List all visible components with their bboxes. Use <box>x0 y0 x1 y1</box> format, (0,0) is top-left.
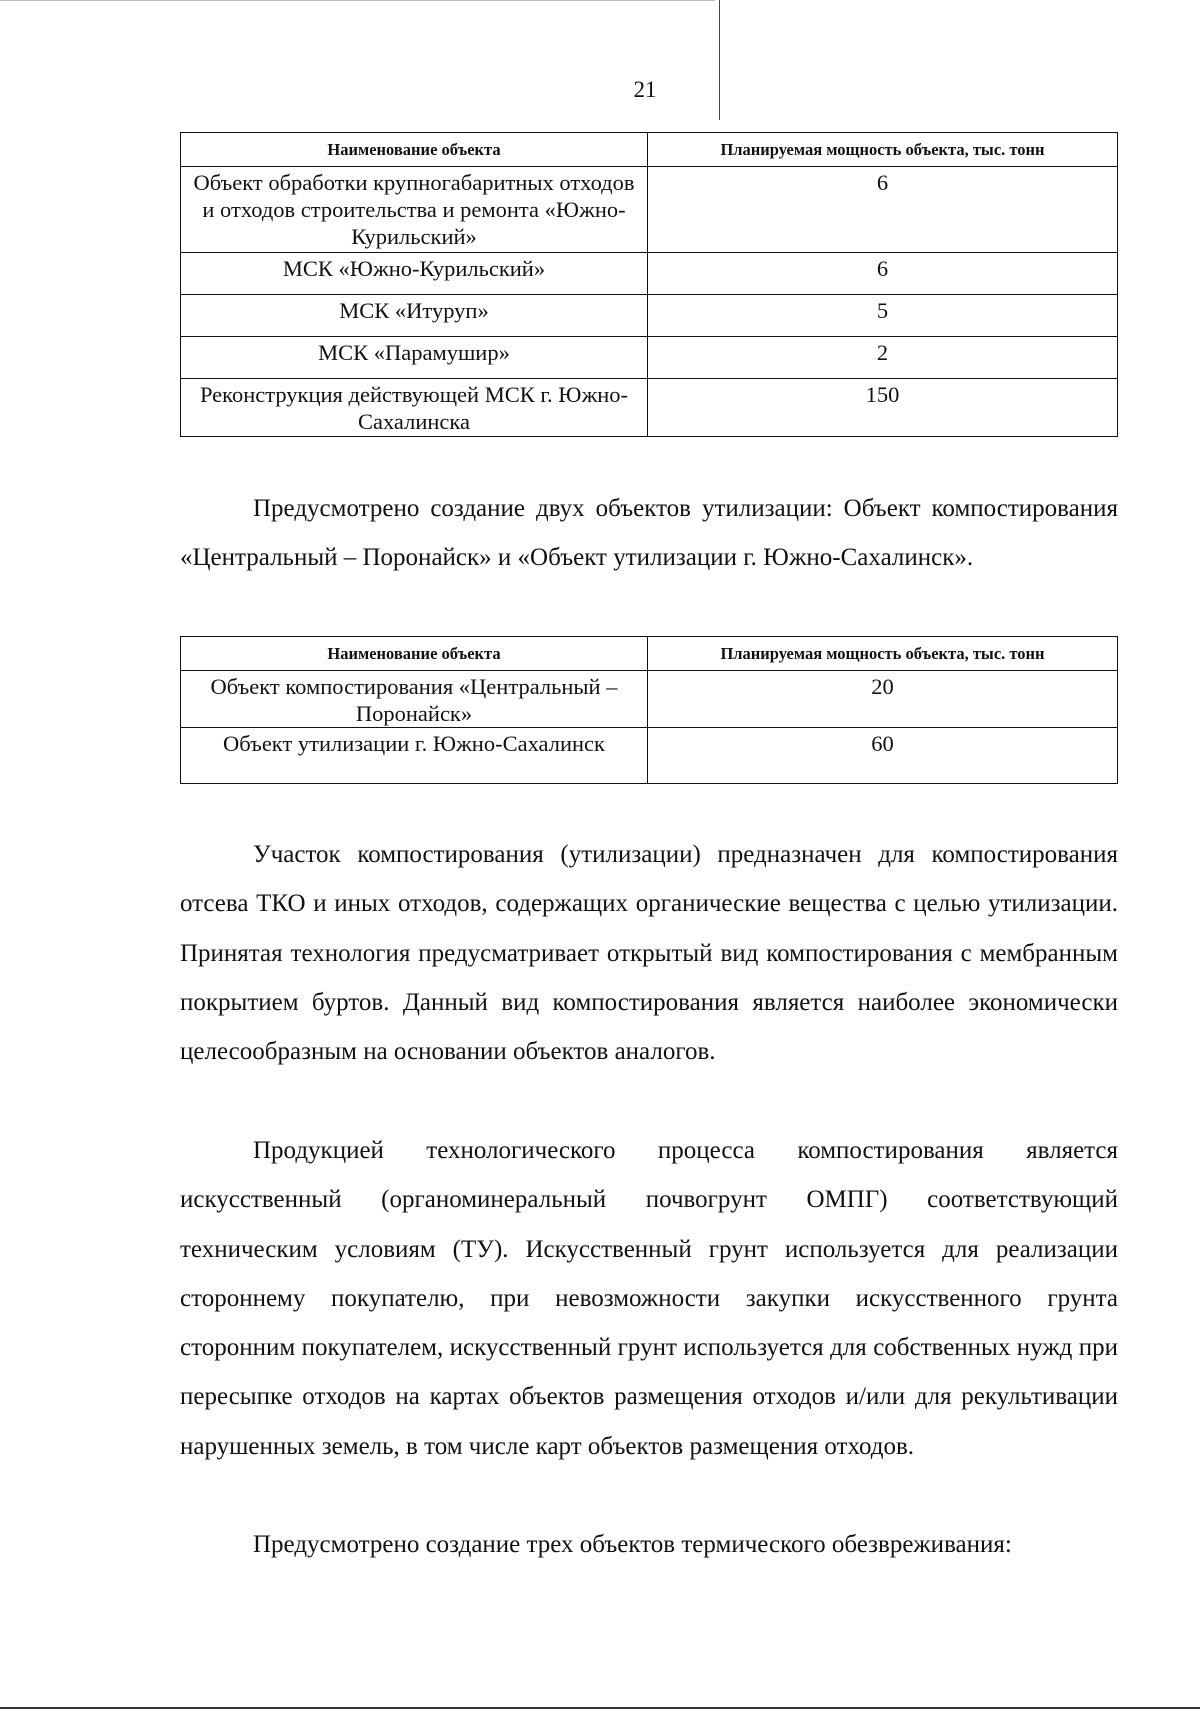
table-row <box>181 379 1118 437</box>
paragraph-composting-site: Участок компостирования (утилизации) предназначен для компостирования отсева ТКО и иных отходов, содержащих органические вещества с целью утилизации. Принятая технология предусматривает открытый вид компостирования с мембранным покрытием буртов. Данный вид компостирования является наиболее экономически целесообразным на основании объектов аналогов. <box>180 841 1118 1066</box>
paragraph-utilization-objects: Предусмотрено создание двух объектов утилизации: Объект компостирования «Центральный – Поронайск» и «Объект утилизации г. Южно-Сахалинск». <box>180 495 1118 572</box>
scan-fold-line <box>719 0 720 120</box>
table-row <box>181 728 1118 784</box>
capacity-table-processing <box>180 132 1118 437</box>
paragraph-composting-product: Продукцией технологического процесса компостирования является искусственный (органоминеральный почвогрунт ОМПГ) соответствующий техническим условиям (ТУ). Искусственный грунт используется для реализации стороннему покупателю, при невозможности закупки искусственного грунта сторонним покупателем, искусственный грунт используется для собственных нужд при пересыпке отходов на картах объектов размещения отходов и/или для рекультивации нарушенных земель, в том числе карт объектов размещения отходов. <box>180 1137 1118 1460</box>
paragraph-thermal-objects: Предусмотрено создание трех объектов термического обезвреживания: <box>253 1531 1012 1558</box>
object-name-cell: МСК «Итуруп» <box>181 295 648 337</box>
scan-edge-bottom <box>0 1707 1200 1709</box>
capacity-cell: 6 <box>648 253 1118 295</box>
page-number: 21 <box>633 77 657 102</box>
object-name-cell: Объект утилизации г. Южно-Сахалинск <box>181 728 648 784</box>
capacity-table-utilization <box>180 636 1118 784</box>
column-header-name: Наименование объекта <box>181 133 648 167</box>
object-name-cell: Объект обработки крупногабаритных отходов и отходов строительства и ремонта «Южно-Курильский» <box>181 167 648 253</box>
table-row <box>181 337 1118 379</box>
capacity-cell: 60 <box>648 728 1118 784</box>
table-row <box>181 671 1118 728</box>
capacity-cell: 2 <box>648 337 1118 379</box>
table-header-row <box>181 637 1118 671</box>
table-row <box>181 295 1118 337</box>
table-header-row <box>181 133 1118 167</box>
column-header-capacity: Планируемая мощность объекта, тыс. тонн <box>648 637 1118 671</box>
capacity-cell: 6 <box>648 167 1118 253</box>
capacity-cell: 5 <box>648 295 1118 337</box>
table-row <box>181 253 1118 295</box>
object-name-cell: МСК «Южно-Курильский» <box>181 253 648 295</box>
column-header-name: Наименование объекта <box>181 637 648 671</box>
object-name-cell: Объект компостирования «Центральный – Поронайск» <box>181 671 648 728</box>
object-name-cell: МСК «Парамушир» <box>181 337 648 379</box>
scan-edge-top <box>0 0 715 1</box>
object-name-cell: Реконструкция действующей МСК г. Южно-Сахалинска <box>181 379 648 437</box>
capacity-cell: 20 <box>648 671 1118 728</box>
capacity-cell: 150 <box>648 379 1118 437</box>
column-header-capacity: Планируемая мощность объекта, тыс. тонн <box>648 133 1118 167</box>
table-row <box>181 167 1118 253</box>
